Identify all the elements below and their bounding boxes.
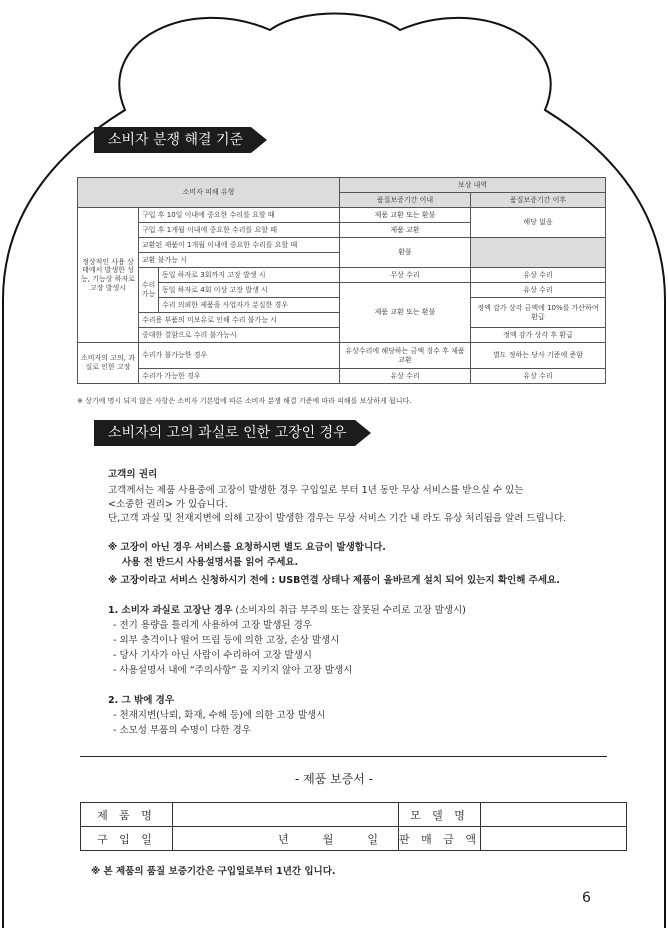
- cell-after: 유상 수리: [471, 283, 606, 298]
- header-damage-type: 소비자 피해 유형: [78, 178, 340, 208]
- cell-case: 수리가 가능한 경우: [139, 369, 340, 384]
- cell-case: 수리가 불가능한 경우: [139, 343, 340, 369]
- case1-title: 1. 소비자 과실로 고장난 경우: [108, 605, 233, 616]
- year-label: 년: [278, 832, 289, 846]
- cell-after: 유상 수리: [471, 268, 606, 283]
- cell-case: 교환된 제품이 1개월 이내에 중요한 수리를 요할 때: [139, 238, 340, 253]
- table-row: [81, 827, 627, 851]
- page-number: 6: [582, 890, 591, 906]
- banner-arrow-icon: [251, 127, 267, 153]
- cell-after: 정액 감가 상각 후 환급: [471, 328, 606, 343]
- sales-amount-label: 판 매 금 액: [399, 827, 481, 851]
- case2-title: 2. 그 밖에 경우: [108, 695, 175, 706]
- table-footnote: ※ 상기에 명시 되지 않은 사항은 소비자 기본법에 따른 소비자 분쟁 해결 기준에 따라 피해를 보상하게 됩니다.: [77, 397, 412, 405]
- repair-possible-label: 수리 가능: [139, 268, 159, 313]
- cell-after: 해당 없음: [471, 208, 606, 238]
- product-name-label: 제 품 명: [81, 803, 173, 827]
- section-title: 소비자 분쟁 해결 기준: [94, 127, 251, 153]
- group-customer-fault: 소비자의 고의, 과실로 인한 고장: [78, 343, 139, 384]
- cell-case: 중대한 결함으로 수리 불가능시: [139, 328, 340, 343]
- list-item: - 소모성 부품의 수명이 다한 경우: [113, 725, 251, 736]
- model-name-field[interactable]: [481, 803, 627, 827]
- group-normal-use: 정상적인 사용 상태에서 발생한 성능, 기능상 하자로 고장 발생시: [78, 208, 139, 343]
- case1-subtitle: (소비자의 취급 부주의 또는 잘못된 수리로 고장 발생시): [232, 605, 466, 616]
- cell-within: 유상수리에 해당하는 금액 징수 후 제품 교환: [340, 343, 471, 369]
- rights-line: 고객께서는 제품 사용중에 고장이 발생한 경우 구입일로 부터 1년 동안 무상 서비스를 받으실 수 있는: [108, 485, 524, 496]
- cell-after: 정액 감가 상각 금액에 10%를 가산하여 환급: [471, 298, 606, 328]
- table-header-row: [78, 178, 606, 193]
- product-name-field[interactable]: [173, 803, 399, 827]
- list-item: - 외부 충격이나 떨어 뜨림 등에 의한 고장, 손상 발생시: [113, 635, 340, 646]
- cell-case: 구입 후 10일 이내에 중요한 수리를 요할 때: [139, 208, 340, 223]
- table-row: [78, 268, 606, 283]
- table-row: [78, 369, 606, 384]
- cell-case: 동일 하자로 4회 이상 고장 발생 시: [159, 283, 340, 298]
- section-title: 소비자의 고의 과실로 인한 고장인 경우: [94, 420, 355, 446]
- header-compensation: 보상 내역: [340, 178, 606, 193]
- cell-within: 유상 수리: [340, 369, 471, 384]
- divider: [80, 756, 607, 757]
- header-after-warranty: 품질보증기간 이후: [471, 193, 606, 208]
- banner-arrow-icon: [355, 420, 371, 446]
- warning-read-manual: 사용 전 반드시 사용설명서를 읽어 주세요.: [122, 557, 299, 568]
- warranty-period-note: ※ 본 제품의 품질 보증기간은 구입일로부터 1년간 입니다.: [91, 866, 336, 877]
- section-banner-dispute: [94, 127, 267, 153]
- table-row: [78, 238, 606, 253]
- table-row: [81, 803, 627, 827]
- warranty-title: - 제품 보증서 -: [294, 772, 374, 786]
- sales-amount-field[interactable]: [481, 827, 627, 851]
- cell-within: 제품 교환 또는 환불: [340, 208, 471, 223]
- rights-line: 단,고객 과실 및 천재지변에 의해 고장이 발생한 경우는 무상 서비스 기간 내 라도 유상 처리됨을 알려 드립니다.: [108, 513, 567, 524]
- day-label: 일: [367, 832, 378, 846]
- cell-case: 교환 불가능 시: [139, 253, 340, 268]
- table-row: [78, 208, 606, 223]
- cell-within: 무상 수리: [340, 268, 471, 283]
- cell-after-empty: [471, 238, 606, 268]
- cell-case: 수리용 부품의 미보유로 인해 수리 불가능 시: [139, 313, 340, 328]
- list-item: - 당사 기사가 아닌 사람이 수리하여 고장 발생시: [113, 650, 312, 661]
- list-item: - 천재지변(낙뢰, 화재, 수해 등)에 의한 고장 발생시: [113, 710, 326, 721]
- dispute-table: [77, 177, 606, 384]
- month-label: 월: [322, 832, 334, 846]
- cell-within: 제품 교환 또는 환불: [340, 283, 471, 343]
- cell-within: 환불: [340, 238, 471, 268]
- table-row: [78, 343, 606, 369]
- warning-check-usb: ※ 고장이라고 서비스 신청하시기 전에 : USB연결 상태나 제품이 올바르게 설치 되어 있는지 확인해 주세요.: [108, 575, 560, 586]
- list-item: - 전기 용량을 틀리게 사용하여 고장 발생된 경우: [113, 620, 312, 631]
- cell-case: 구입 후 1개월 이내에 중요한 수리를 요할 때: [139, 223, 340, 238]
- cell-case: 동일 하자로 3회까지 고장 발생 시: [159, 268, 340, 283]
- cell-after: 별도 정하는 당사 기준에 준함: [471, 343, 606, 369]
- section-banner-customer-fault: [94, 420, 371, 446]
- purchase-date-label: 구 입 일: [81, 827, 173, 851]
- header-within-warranty: 품질보증기간 이내: [340, 193, 471, 208]
- rights-line: <소중한 권리> 가 있습니다.: [108, 499, 228, 510]
- case1-heading: [108, 604, 466, 618]
- model-name-label: 모 델 명: [399, 803, 481, 827]
- list-item: - 사용설명서 내에 “주의사항” 을 지키지 않아 고장 발생시: [113, 665, 353, 676]
- rights-title: 고객의 권리: [108, 469, 158, 480]
- cell-within: 제품 교환: [340, 223, 471, 238]
- purchase-date-field[interactable]: [173, 827, 399, 851]
- warning-fee: ※ 고장이 아닌 경우 서비스를 요청하시면 별도 요금이 발생합니다.: [108, 542, 386, 553]
- cell-after: 유상 수리: [471, 369, 606, 384]
- warranty-table: [80, 802, 627, 851]
- cell-case: 수리 의뢰한 제품을 사업자가 분실한 경우: [159, 298, 340, 313]
